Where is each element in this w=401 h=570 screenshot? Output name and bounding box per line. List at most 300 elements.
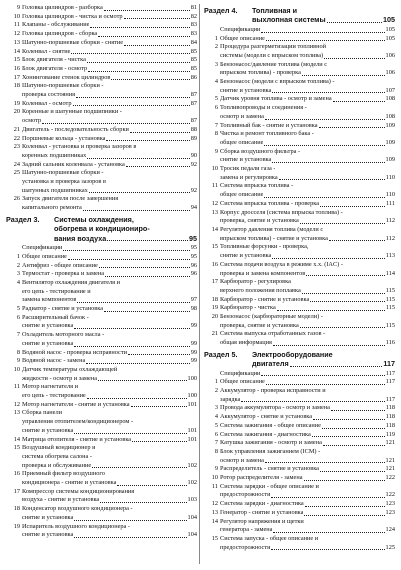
entry-title: Спецификации: [220, 25, 261, 33]
toc-entry-continuation: [6, 453, 197, 462]
dot-leader: [320, 471, 385, 472]
entry-title: Система зажигания - диагностика: [220, 430, 311, 438]
entry-title: проверка, снятие и установка: [220, 321, 299, 329]
entry-title: Провода аккумулятора - осмотр и замена: [220, 404, 330, 412]
entry-number: 7: [214, 121, 218, 129]
entry-title: Регулятор напряжения и щетки: [220, 517, 304, 525]
entry-title: Коленвал - осмотр: [22, 99, 72, 107]
entry-number: 4: [214, 413, 218, 421]
entry-title: Бензонасос (карбюраторные модели) -: [220, 313, 323, 321]
entry-number: 20: [211, 313, 218, 321]
toc-entry-continuation: [6, 117, 197, 126]
toc-entry-continuation: [204, 526, 395, 535]
section-label: Раздел 5.: [204, 349, 238, 359]
entry-title: Компрессор системы кондиционирования: [22, 487, 135, 495]
toc-entry-continuation: [6, 91, 197, 100]
entry-number: 17: [13, 487, 20, 495]
entry-number: 19: [13, 522, 20, 530]
entry-number: 10: [13, 365, 20, 373]
dot-leader: [273, 532, 384, 533]
entry-page-number: 100: [187, 392, 197, 400]
entry-title: Общее описание: [22, 252, 67, 260]
entry-number: 11: [13, 383, 20, 391]
toc-entry: [204, 296, 395, 305]
entry-page-number: 86: [190, 73, 197, 81]
entry-page-number: 89: [190, 134, 197, 142]
dot-leader: [87, 62, 190, 63]
entry-title: Коленвал - установка и проверка зазоров в: [22, 143, 137, 151]
entry-title: Спецификации: [22, 244, 63, 252]
entry-title: шатунных подшипниках: [22, 186, 88, 194]
entry-page-number: 94: [190, 204, 197, 212]
entry-number: 13: [13, 38, 20, 46]
entry-title: Шатунно-поршневые сборки - снятие: [22, 38, 124, 46]
toc-entry: [6, 30, 197, 39]
entry-title: впрыском топлива) - снятие и установка: [220, 234, 328, 242]
entry-number: 1: [214, 378, 218, 386]
entry-title: Радиатор - снятие и установка: [22, 305, 104, 313]
entry-title: Головка цилиндров - разборка: [22, 4, 103, 11]
toc-entry-continuation: [6, 187, 197, 196]
dot-leader: [265, 462, 385, 463]
toc-entry: [204, 200, 395, 209]
entry-page-number: 87: [190, 91, 197, 99]
toc-entry-continuation: [204, 69, 395, 78]
entry-title: Катушка зажигания - осмотр и замена: [220, 439, 322, 447]
entry-title: снятие и установка: [220, 156, 272, 164]
entry-number: 7: [214, 439, 218, 447]
entry-number: 15: [13, 56, 20, 64]
entry-title: Процедура разгерметизации топливной: [220, 43, 327, 51]
entry-number: 10: [13, 12, 20, 20]
dot-leader: [306, 275, 385, 276]
entry-title: Головка цилиндров - сборка: [22, 30, 98, 38]
entry-page-number: 81: [190, 4, 197, 11]
entry-title: Сборка воздушного фильтра -: [220, 147, 301, 155]
toc-entry: [204, 509, 395, 518]
entry-title: общая информация: [220, 339, 272, 347]
entry-title: снятие и установка: [22, 339, 74, 347]
entry-number: 15: [211, 243, 218, 251]
entry-page-number: 107: [385, 86, 395, 94]
entry-number: 17: [13, 73, 20, 81]
dot-leader: [90, 27, 189, 28]
toc-entry: [204, 465, 395, 474]
entry-title: проверка состояния: [22, 91, 76, 99]
entry-page-number: 95: [190, 244, 197, 252]
toc-entry: [6, 108, 197, 117]
toc-entry-continuation: [6, 392, 197, 401]
entry-page-number: 85: [190, 56, 197, 64]
dot-leader: [111, 79, 189, 80]
entry-title: Карбюратор - чистка: [220, 304, 276, 312]
entry-number: 23: [13, 143, 20, 151]
dot-leader: [87, 398, 187, 399]
toc-entry: [6, 383, 197, 392]
dot-leader: [241, 401, 384, 402]
entry-title: Генератор - снятие и установка: [220, 508, 304, 516]
toc-left-column: [6, 4, 197, 540]
dot-leader: [126, 166, 190, 167]
dot-leader: [98, 380, 187, 381]
dot-leader: [130, 132, 190, 133]
toc-entry: [204, 313, 395, 322]
entry-title: Коленвал - снятие: [22, 47, 71, 55]
entry-title: Топливные форсунки - проверка,: [220, 243, 309, 251]
entry-number: 14: [13, 435, 20, 443]
dot-leader: [71, 53, 189, 54]
toc-entry: [204, 370, 395, 379]
entry-title: Воздушный кондиционер и: [22, 444, 96, 452]
entry-number: 9: [214, 465, 218, 473]
toc-entry-continuation: [6, 418, 197, 427]
toc-entry: [204, 483, 395, 492]
entry-number: 4: [214, 78, 218, 86]
section-title: вания воздуха: [54, 233, 107, 243]
dot-leader: [68, 259, 190, 260]
dot-leader: [319, 127, 385, 128]
entry-title: Бензонасос (модели с впрыском топлива) -: [220, 78, 335, 86]
entry-title: Мотор нагнетателя и: [22, 383, 78, 391]
entry-title: снятие и установка: [22, 531, 74, 539]
entry-page-number: 122: [385, 491, 395, 499]
toc-entry: [6, 305, 197, 314]
toc-entry-continuation: [204, 544, 395, 553]
entry-page-number: 95: [190, 252, 197, 260]
entry-page-number: 112: [385, 217, 395, 225]
entry-page-number: 125: [385, 543, 395, 551]
section-title: Электрооборудование: [252, 349, 333, 359]
dot-leader: [320, 206, 385, 207]
dot-leader: [76, 97, 190, 98]
entry-title: Система подачи воздуха в режиме х.х. (IAC) -: [220, 260, 343, 268]
entry-page-number: 109: [385, 121, 395, 129]
section-title: Системы охлаждения,: [54, 214, 134, 224]
entry-page-number: 92: [190, 186, 197, 194]
entry-number: 13: [211, 208, 218, 216]
toc-entry: [6, 13, 197, 22]
entry-number: 24: [13, 160, 20, 168]
entry-page-number: 123: [385, 508, 395, 516]
entry-title: генератора - замена: [220, 526, 273, 534]
toc-entry: [6, 195, 197, 204]
entry-title: Испаритель воздушного кондиционера -: [22, 522, 130, 530]
toc-entry-continuation: [204, 491, 395, 500]
dot-leader: [106, 140, 189, 141]
entry-number: 6: [214, 104, 218, 112]
entry-title: Клапаны - обслуживание: [22, 21, 90, 29]
toc-entry: [6, 331, 197, 340]
toc-entry-continuation: [6, 178, 197, 187]
toc-entry: [204, 78, 395, 87]
dot-leader: [74, 433, 186, 434]
entry-number: 9: [16, 357, 20, 365]
dot-leader: [324, 58, 384, 59]
entry-page-number: 118: [385, 404, 395, 412]
entry-title: Топливопроводы и соединения -: [220, 104, 307, 112]
entry-number: 5: [214, 421, 218, 429]
entry-title: коренных подшипниках: [22, 151, 87, 159]
toc-entry: [204, 95, 395, 104]
toc-entry: [6, 48, 197, 57]
entry-number: 8: [16, 348, 20, 356]
entry-page-number: 100: [187, 374, 197, 382]
entry-title: верхнего положения поплавка: [220, 286, 301, 294]
entry-number: 21: [13, 125, 20, 133]
entry-title: предосторожности: [220, 491, 271, 499]
toc-entry-continuation: [6, 152, 197, 161]
dot-leader: [42, 123, 190, 124]
entry-title: Система выпуска отработанных газов -: [220, 330, 326, 338]
entry-page-number: 84: [190, 38, 197, 46]
dot-leader: [312, 436, 385, 437]
entry-title: Датчик температуры охлаждающей: [22, 365, 118, 373]
dot-leader: [74, 346, 189, 347]
toc-entry: [204, 278, 395, 287]
toc-entry: [6, 262, 197, 271]
dot-leader: [302, 293, 385, 294]
entry-title: снятие и установка: [220, 86, 272, 94]
toc-entry: [204, 122, 395, 131]
toc-entry: [6, 161, 197, 170]
toc-entry: [204, 330, 395, 339]
toc-entry: [204, 439, 395, 448]
section-heading-line: [204, 359, 395, 368]
dot-leader: [261, 32, 384, 33]
entry-page-number: 121: [385, 456, 395, 464]
entry-title: снятие и установка: [22, 322, 74, 330]
toc-entry-continuation: [204, 270, 395, 279]
section-title: обогрева и кондициониро-: [54, 224, 150, 234]
entry-title: Коренные и шатунные подшипники -: [22, 108, 122, 116]
entry-number: 16: [211, 260, 218, 268]
entry-title: впрыском топлива) - проверка: [220, 69, 301, 77]
dot-leader: [83, 210, 190, 211]
entry-title: Система зарядки - общее описание и: [220, 482, 319, 490]
entry-page-number: 105: [385, 25, 395, 33]
entry-page-number: 90: [190, 151, 197, 159]
toc-entry: [6, 401, 197, 410]
entry-title: Поршневые кольца - установка: [22, 134, 106, 142]
dot-leader: [77, 302, 189, 303]
dot-leader: [273, 345, 385, 346]
section-title: выхлопная системы: [252, 15, 326, 25]
entry-page-number: 109: [385, 156, 395, 164]
entry-number: 3: [16, 270, 20, 278]
entry-number: 19: [13, 99, 20, 107]
entry-page-number: 87: [190, 99, 197, 107]
entry-number: 8: [214, 447, 218, 455]
entry-page-number: 110: [385, 191, 395, 199]
entry-page-number: 99: [190, 348, 197, 356]
entry-number: 12: [13, 30, 20, 38]
entry-number: 1: [214, 34, 218, 42]
dot-leader: [124, 45, 190, 46]
dot-leader: [99, 267, 190, 268]
entry-number: 16: [13, 470, 20, 478]
section-heading-line: [204, 350, 395, 359]
toc-entry: [6, 279, 197, 288]
entry-number: 19: [211, 304, 218, 312]
dot-leader: [86, 363, 189, 364]
section-heading-line: [6, 234, 197, 243]
toc-entry-continuation: [6, 496, 197, 505]
toc-entry: [6, 126, 197, 135]
entry-title: Двигатель - последовательность сборки: [22, 125, 129, 133]
entry-page-number: 106: [385, 69, 395, 77]
toc-entry: [204, 243, 395, 252]
toc-entry-continuation: [6, 462, 197, 471]
toc-entry-continuation: [204, 396, 395, 405]
entry-title: Блок двигателя - осмотр: [22, 64, 88, 72]
entry-title: системы (модели с впрыском топлива): [220, 51, 324, 59]
entry-number: 9: [214, 147, 218, 155]
entry-title: осмотр и замена: [220, 456, 264, 464]
dot-leader: [124, 18, 190, 19]
entry-title: Система запуска - общее описание и: [220, 535, 319, 542]
toc-entry: [6, 436, 197, 445]
entry-title: Общее описание: [220, 34, 265, 42]
section-title: двигателя: [252, 359, 289, 369]
entry-number: 15: [211, 535, 218, 542]
toc-entry: [204, 422, 395, 431]
entry-title: Задний сальник коленвала - установка: [22, 160, 125, 168]
entry-number: 10: [211, 474, 218, 482]
entry-title: Мотор нагнетателя - снятие и установка: [22, 400, 130, 408]
entry-title: Приемный фильтр воздушного: [22, 470, 105, 478]
entry-page-number: 117: [385, 369, 395, 377]
section-heading-line: [6, 224, 197, 233]
entry-page-number: 88: [190, 125, 197, 133]
toc-entry: [6, 244, 197, 253]
toc-entry: [6, 21, 197, 30]
entry-title: Матрица отопителя - снятие и установка: [22, 435, 132, 443]
dot-leader: [290, 366, 383, 367]
toc-entry: [6, 100, 197, 109]
entry-title: общее описание: [220, 191, 264, 199]
entry-number: 12: [211, 500, 218, 508]
entry-page-number: 122: [385, 474, 395, 482]
dot-leader: [265, 119, 385, 120]
entry-page-number: 121: [385, 465, 395, 473]
toc-entry-continuation: [6, 204, 197, 213]
dot-leader: [310, 301, 385, 302]
entry-page-number: 123: [385, 500, 395, 508]
entry-number: 11: [211, 182, 218, 190]
dot-leader: [313, 419, 385, 420]
entry-page-number: 113: [385, 252, 395, 260]
entry-title: капитального ремонта: [22, 204, 82, 212]
entry-title: снятие и установка: [22, 513, 74, 521]
toc-entry: [6, 357, 197, 366]
entry-page-number: 96: [190, 270, 197, 278]
entry-title: Аккумулятор - снятие и установка: [220, 413, 313, 421]
dot-leader: [302, 75, 385, 76]
entry-title: Аккумулятор - проверка исправности и: [220, 387, 326, 395]
entry-title: Карбюратор - регулировка: [220, 278, 291, 286]
section-label: Раздел 3.: [6, 214, 40, 224]
toc-entry-continuation: [6, 427, 197, 436]
entry-title: Система впрыска топлива - проверка: [220, 199, 320, 207]
entry-page-number: 99: [190, 322, 197, 330]
dot-leader: [261, 375, 384, 376]
dot-leader: [300, 327, 385, 328]
entry-title: воздуха - снятие и установка: [22, 496, 100, 504]
dot-leader: [271, 497, 384, 498]
toc-entry: [6, 444, 197, 453]
entry-number: 21: [211, 330, 218, 338]
entry-title: Регулятор давления топлива (модели с: [220, 225, 324, 233]
dot-leader: [304, 515, 384, 516]
entry-title: Система зарядки - диагностика: [220, 500, 304, 508]
entry-page-number: 82: [190, 12, 197, 20]
entry-page-number: 85: [190, 64, 197, 72]
toc-entry: [204, 104, 395, 113]
dot-leader: [100, 502, 186, 503]
dot-leader: [271, 549, 384, 550]
entry-number: 26: [13, 195, 20, 203]
entry-title: Система зажигания - общее описание: [220, 421, 321, 429]
entry-title: Блок двигателя - чистка: [22, 56, 86, 64]
toc-entry: [204, 304, 395, 313]
toc-entry: [6, 488, 197, 497]
dot-leader: [304, 480, 385, 481]
entry-page-number: 118: [385, 413, 395, 421]
entry-title: жидкости - осмотр и замена: [22, 374, 98, 382]
entry-page-number: 101: [187, 426, 197, 434]
entry-page-number: 102: [187, 461, 197, 469]
entry-title: Водяной насос - проверка исправности: [22, 348, 127, 356]
toc-entry-continuation: [204, 322, 395, 331]
entry-page-number: 110: [385, 173, 395, 181]
entry-page-number: 114: [385, 269, 395, 277]
toc-entry-continuation: [204, 113, 395, 122]
toc-entry: [6, 314, 197, 323]
toc-entry: [204, 43, 395, 52]
toc-entry: [204, 130, 395, 139]
entry-page-number: 102: [187, 479, 197, 487]
section-title: Топливная и: [252, 6, 298, 15]
entry-number: 5: [214, 95, 218, 103]
dot-leader: [128, 354, 190, 355]
entry-number: 12: [13, 400, 20, 408]
entry-title: управления отопителем/кондиционером -: [22, 418, 134, 426]
dot-leader: [305, 506, 385, 507]
dot-leader: [272, 92, 384, 93]
toc-entry: [6, 135, 197, 144]
entry-page-number: 83: [190, 21, 197, 29]
toc-entry: [6, 349, 197, 358]
toc-entry: [204, 226, 395, 235]
toc-entry-continuation: [204, 217, 395, 226]
entry-number: 10: [211, 165, 218, 173]
entry-page-number: 124: [385, 526, 395, 534]
entry-title: кондиционера - снятие и установка: [22, 479, 117, 487]
toc-entry: [204, 431, 395, 440]
entry-title: Ротор распределителя - замена: [220, 474, 303, 482]
toc-entry: [204, 209, 395, 218]
toc-entry-continuation: [204, 52, 395, 61]
entry-title: проверка и обслуживание: [22, 461, 92, 469]
toc-entry-continuation: [204, 235, 395, 244]
section-page-number: 117: [383, 359, 395, 369]
toc-entry: [204, 404, 395, 413]
toc-entry-continuation: [6, 514, 197, 523]
toc-entry: [204, 26, 395, 35]
dot-leader: [105, 276, 190, 277]
entry-number: 13: [13, 409, 20, 417]
entry-title: проверка, снятие и установка: [220, 217, 299, 225]
